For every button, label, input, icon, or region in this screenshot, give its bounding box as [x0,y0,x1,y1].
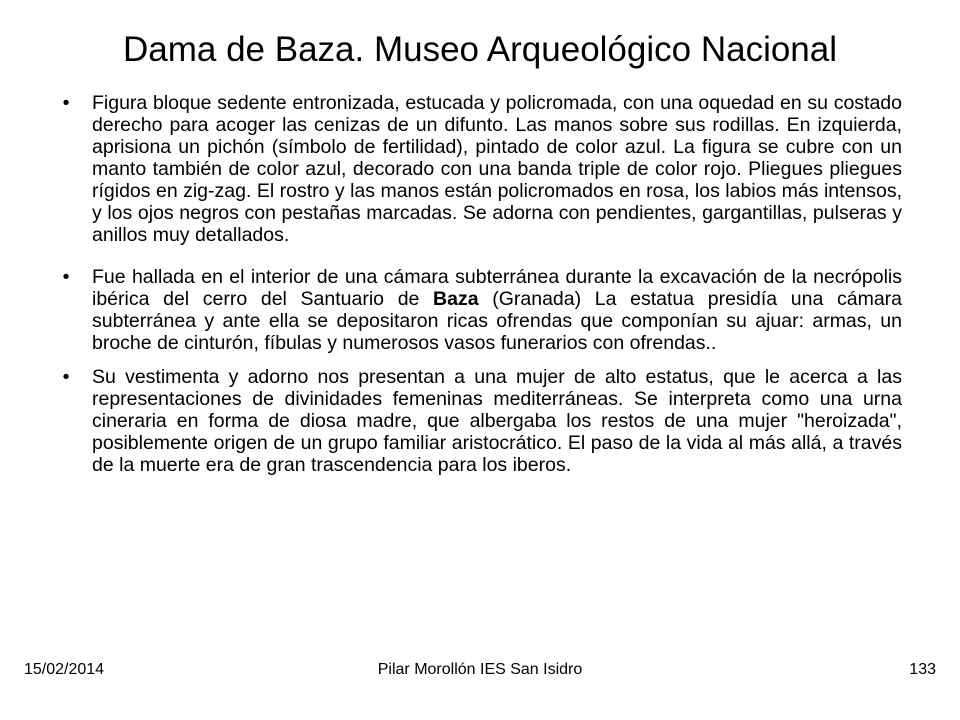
bullet-dot-icon: • [62,92,70,114]
footer-date: 15/02/2014 [24,661,105,678]
bullet-text: Figura bloque sedente entronizada, estucada y policromada, con una oquedad en su costado derecho para acoger las cenizas de un difunto. Las manos sobre sus rodillas. En izquierda, aprisiona un pichón (símbolo de fertilidad), pintado de color azul. La figura se cubre con un manto también de color azul, decorado con una banda triple de color rojo. Pliegues pliegues rígidos en zig-zag. El rostro y las manos están policromados en rosa, los labios más intensos, y los ojos negros con pestañas marcadas. Se adorna con pendientes, gargantillas, pulseras y anillos muy detallados. [92,92,902,246]
footer-page-number: 133 [909,661,936,678]
bullet-item-interpretation [56,366,902,476]
footer-author: Pilar Morollón IES San Isidro [377,661,583,678]
bullet-text-before: Fue hallada en el interior de una cámara subterránea durante la excavación de la necrópolis ibérica del cerro del Santuario de [92,266,902,310]
bullet-item-discovery [56,266,902,354]
slide-title: Dama de Baza. Museo Arqueológico Nacional [122,30,838,69]
bullet-text-bold: Baza [433,288,479,310]
bullet-dot-icon: • [62,366,70,388]
bullet-dot-icon: • [62,266,70,288]
bullet-item-description [56,92,902,246]
bullet-text: Su vestimenta y adorno nos presentan a una mujer de alto estatus, que le acerca a las representaciones de divinidades femeninas mediterráneas. Se interpreta como una urna cineraria en forma de diosa madre, que albergaba los restos de una mujer "heroizada", posiblemente origen de un grupo familiar aristocrático. El paso de la vida al más allá, a través de la muerte era de gran trascendencia para los iberos. [92,366,902,476]
bullet-list [56,92,902,476]
bullet-text-after: (Granada) La estatua presidía una cámara subterránea y ante ella se depositaron ricas ofrendas que componían su ajuar: armas, un broche de cinturón, fíbulas y numerosos vasos funerarios con ofrendas.. [92,288,902,354]
